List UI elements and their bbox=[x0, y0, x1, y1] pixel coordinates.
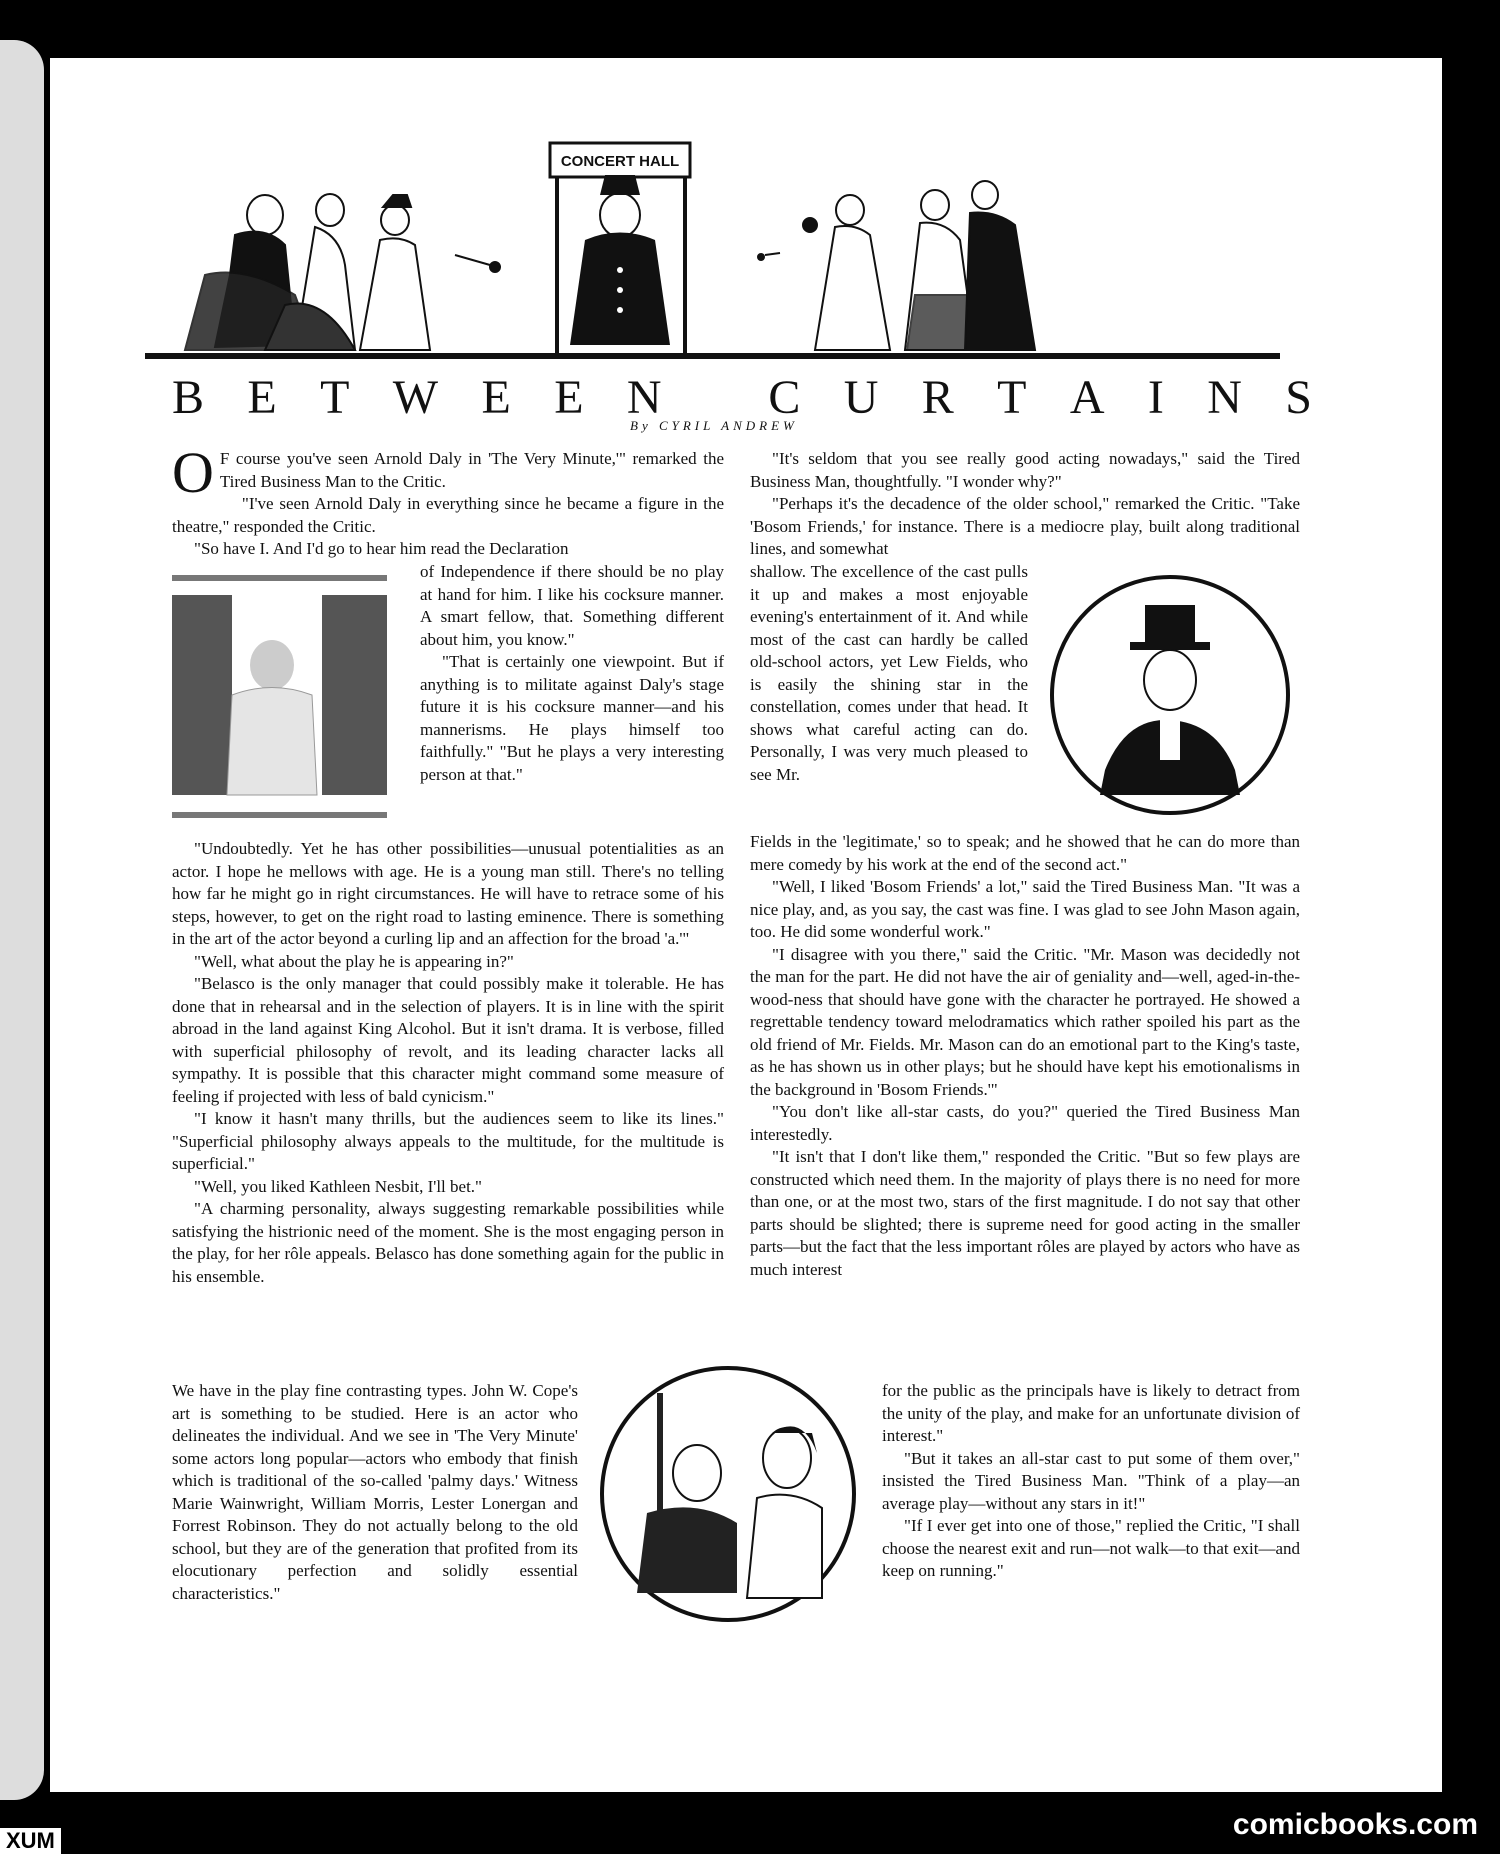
paragraph: "Belasco is the only manager that could possibly make it tolerable. He has done that in rehearsal and in the selection of players. It is in line with the spirit abroad in the land against King Alcohol. But it isn't drama. It is verbose, filled with superficial philosophy of revolt, and its leading character lacks all sympathy. It is possible that this character might command some measure of feeling if projected with less of bald cynicism." bbox=[172, 974, 724, 1106]
arnold-daly-photo bbox=[172, 575, 387, 820]
drop-cap: O bbox=[172, 440, 214, 505]
paragraph: "A charming personality, always suggesting remarkable possibilities while satisfying the histrionic need of the moment. She is the most engaging person in the play, for her rôle appeals. Belasco has done something again for the public in his ensemble. bbox=[172, 1199, 724, 1286]
left-column-lower bbox=[172, 838, 724, 1288]
paragraph: "Perhaps it's the decadence of the older school," remarked the Critic. "Take 'Bosom Friends,' for instance. There is a mediocre play, built along traditional lines, and somewhat bbox=[750, 494, 1300, 558]
right-column-lower bbox=[750, 831, 1300, 1281]
paragraph: We have in the play fine contrasting types. John W. Cope's art is something to be studied. Here is an actor who delineates the individual. And we see in 'The Very Minute' some actors long popular—actors who embody that finish which is traditional of the so-called 'palmy days.' Witness Marie Wainwright, William Morris, Lester Lonergan and Forrest Robinson. They do not actually belong to the old school, but they are of the generation that profited from its elocutionary perfection and solidly essential characteristics." bbox=[172, 1381, 578, 1603]
header-illustration bbox=[145, 95, 1280, 365]
right-figures bbox=[803, 181, 1035, 350]
paragraph: "Well, you liked Kathleen Nesbit, I'll bet." bbox=[194, 1176, 482, 1196]
paragraph: F course you've seen Arnold Daly in 'The Very Minute,'" remarked the Tired Business Man to the Critic. bbox=[219, 449, 724, 491]
byline: By CYRIL ANDREW bbox=[630, 418, 798, 433]
concert-hall-doorway bbox=[550, 143, 690, 353]
paragraph: "But it takes an all-star cast to put some of them over," insisted the Tired Business Man. "Think of a play—an average play—without any stars in it!" bbox=[882, 1448, 1300, 1513]
paragraph: "I've seen Arnold Daly in everything since he became a figure in the theatre," responded the Critic. bbox=[172, 494, 724, 536]
paragraph: "So have I. And I'd go to hear him read the Declaration bbox=[194, 539, 569, 558]
scan-tag: XUM bbox=[0, 1828, 61, 1854]
book-spine bbox=[0, 40, 44, 1800]
paragraph: shallow. The excellence of the cast pulls it up and makes a most enjoyable evening's entertainment of it. And while most of the cast can hardly be called old-school actors, yet Lew Fields, who is easily the shining star in the constellation, comes under that head. It shows what careful acting can do. Personally, I was very much pleased to see Mr. bbox=[750, 562, 1028, 784]
article-title: B E T W E E N C U R T A I N S bbox=[172, 371, 1312, 424]
site-watermark: comicbooks.com bbox=[1232, 1808, 1478, 1841]
left-figures bbox=[185, 194, 430, 350]
paragraph: "You don't like all-star casts, do you?" queried the Tired Business Man interestedly. bbox=[750, 1102, 1300, 1144]
couple-illustration bbox=[597, 1363, 859, 1625]
left-column-wrap bbox=[420, 561, 724, 786]
paragraph: "If I ever get into one of those," replied the Critic, "I shall choose the nearest exit and run—not walk—to that exit—and keep on running." bbox=[882, 1516, 1300, 1580]
paragraph: "It isn't that I don't like them," responded the Critic. "But so few plays are constructed which need them. In the majority of plays there is no need for more than one, or at the most two, stars of the first magnitude. I do not say that other parts should be slighted; there is supreme need for good acting in the smaller parts—but the fact that the less important rôles are played by actors who have as much interest bbox=[750, 1147, 1300, 1279]
right-column-wrap bbox=[750, 561, 1028, 786]
flower-left bbox=[455, 255, 500, 272]
paragraph: "Well, what about the play he is appearing in?" bbox=[194, 951, 514, 971]
paragraph: "It's seldom that you see really good acting nowadays," said the Tired Business Man, thoughtfully. "I wonder why?" bbox=[750, 449, 1300, 491]
paragraph: Fields in the 'legitimate,' so to speak; and he showed that he can do more than mere comedy by his work at the end of the second act." bbox=[750, 832, 1300, 874]
flower-right bbox=[758, 253, 780, 260]
paragraph: "Well, I liked 'Bosom Friends' a lot," said the Tired Business Man. "It was a nice play, and, as you say, the cast was fine. I was glad to see John Mason again, too. He did some wonderful work." bbox=[750, 877, 1300, 941]
concert-hall-sign: CONCERT HALL bbox=[560, 153, 680, 170]
paragraph: "That is certainly one viewpoint. But if anything is to militate against Daly's stage future it is his cocksure manner—and his mannerisms. He plays himself too faithfully." "But he plays a very interesting person at that." bbox=[420, 652, 724, 784]
paragraph: of Independence if there should be no play at hand for him. I like his cocksure manner. A smart fellow, that. Something different about him, you know." bbox=[420, 562, 724, 649]
paragraph: "I know it hasn't many thrills, but the audiences seem to like its lines." "Superficial philosophy always appeals to the multitude, for the multitude is superficial." bbox=[172, 1109, 724, 1173]
paragraph: "Undoubtedly. Yet he has other possibilities—unusual potentialities as an actor. I hope he mellows with age. He is a young man still. There's no telling how far he might go in right circumstances. He will have to retrace some of his steps, however, to get on the right road to lasting eminence. There is something in the art of the actor beyond a curling lip and an affection for the broad 'a.'" bbox=[172, 839, 724, 948]
lew-fields-illustration bbox=[1045, 570, 1295, 820]
left-column bbox=[172, 440, 724, 561]
right-column bbox=[750, 448, 1300, 561]
paragraph: "I disagree with you there," said the Critic. "Mr. Mason was decidedly not the man for the part. He did not have the air of geniality and—well, aged-in-the-wood-ness that should have gone with the character he portrayed. He showed a regrettable tendency toward melodramatics which rather spoiled his part as the old friend of Mr. Fields. Mr. Mason can do an emotional part to the King's taste, as he has shown us in other plays; but he should have kept his emotionalisms in the background in 'Bosom Friends.'" bbox=[750, 944, 1300, 1099]
paragraph: for the public as the principals have is likely to detract from the unity of the play, and make for an unfortunate division of interest." bbox=[882, 1381, 1300, 1445]
right-column-bottom bbox=[882, 1380, 1300, 1583]
left-column-bottom bbox=[172, 1380, 578, 1605]
